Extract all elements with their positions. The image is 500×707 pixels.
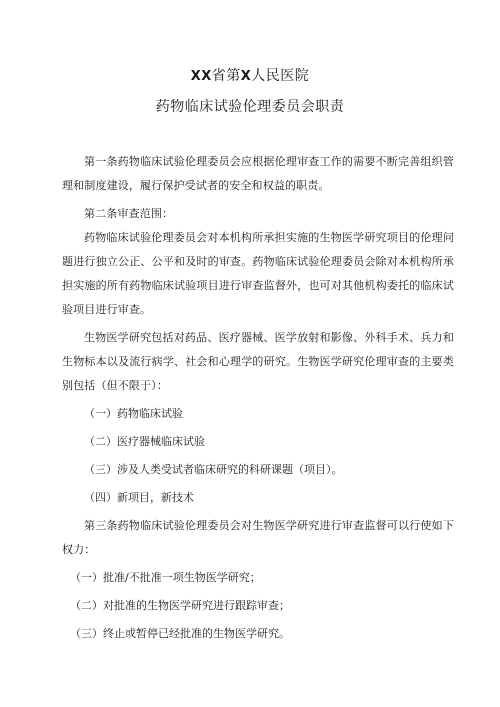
org-x: X bbox=[240, 69, 252, 84]
scope-list-item: （一）药物临床试验 bbox=[84, 407, 183, 420]
org-mid: 省第 bbox=[211, 68, 241, 84]
scope-list-item: （三）涉及人类受试者临床研究的科研课题（项目）。 bbox=[84, 463, 343, 476]
scope-list-item: （二）医疗器械临床试验 bbox=[84, 435, 205, 448]
scope-list-item: （四）新项目，新技术 bbox=[84, 491, 194, 504]
article-1-paragraph: 第一条药物临床试验伦理委员会应根据伦理审查工作的需要不断完善组织管理和制度建设，履行保护受试者的安全和权益的职责。 bbox=[62, 155, 454, 192]
research-categories-paragraph: 生物医学研究包括对药品、医疗器械、医学放射和影像、外科手术、兵力和生物标本以及流行病学、社会和心理学的研究。生物医学研究伦理审查的主要类别包括（但不限于）： bbox=[62, 331, 454, 392]
organization-title bbox=[0, 66, 500, 87]
power-list-item: （一）批准/不批准一项生物医学研究； bbox=[70, 571, 261, 584]
document-title: 药物临床试验伦理委员会职责 bbox=[155, 99, 345, 115]
review-scope-paragraph: 药物临床试验伦理委员会对本机构所承担实施的生物医学研究项目的伦理问题进行独立公正、公平和及时的审查。药物临床试验伦理委员会除对本机构所承担实施的所有药物临床试验项目进行审查监督外，也可对其他机构委托的临床试验项目进行审查。 bbox=[62, 231, 454, 316]
org-suffix: 人民医院 bbox=[251, 68, 310, 84]
power-list-item: （二）对批准的生物医学研究进行跟踪审查； bbox=[70, 599, 290, 612]
org-prefix: XX bbox=[190, 69, 212, 84]
power-list-item: （三）终止或暂停已经批准的生物医学研究。 bbox=[70, 627, 290, 640]
document-body bbox=[62, 150, 454, 646]
article-2-heading: 第二条审查范围： bbox=[84, 207, 174, 220]
article-3-paragraph: 第三条药物临床试验伦理委员会对生物医学研究进行审查监督可以行使如下权力： bbox=[62, 519, 454, 556]
